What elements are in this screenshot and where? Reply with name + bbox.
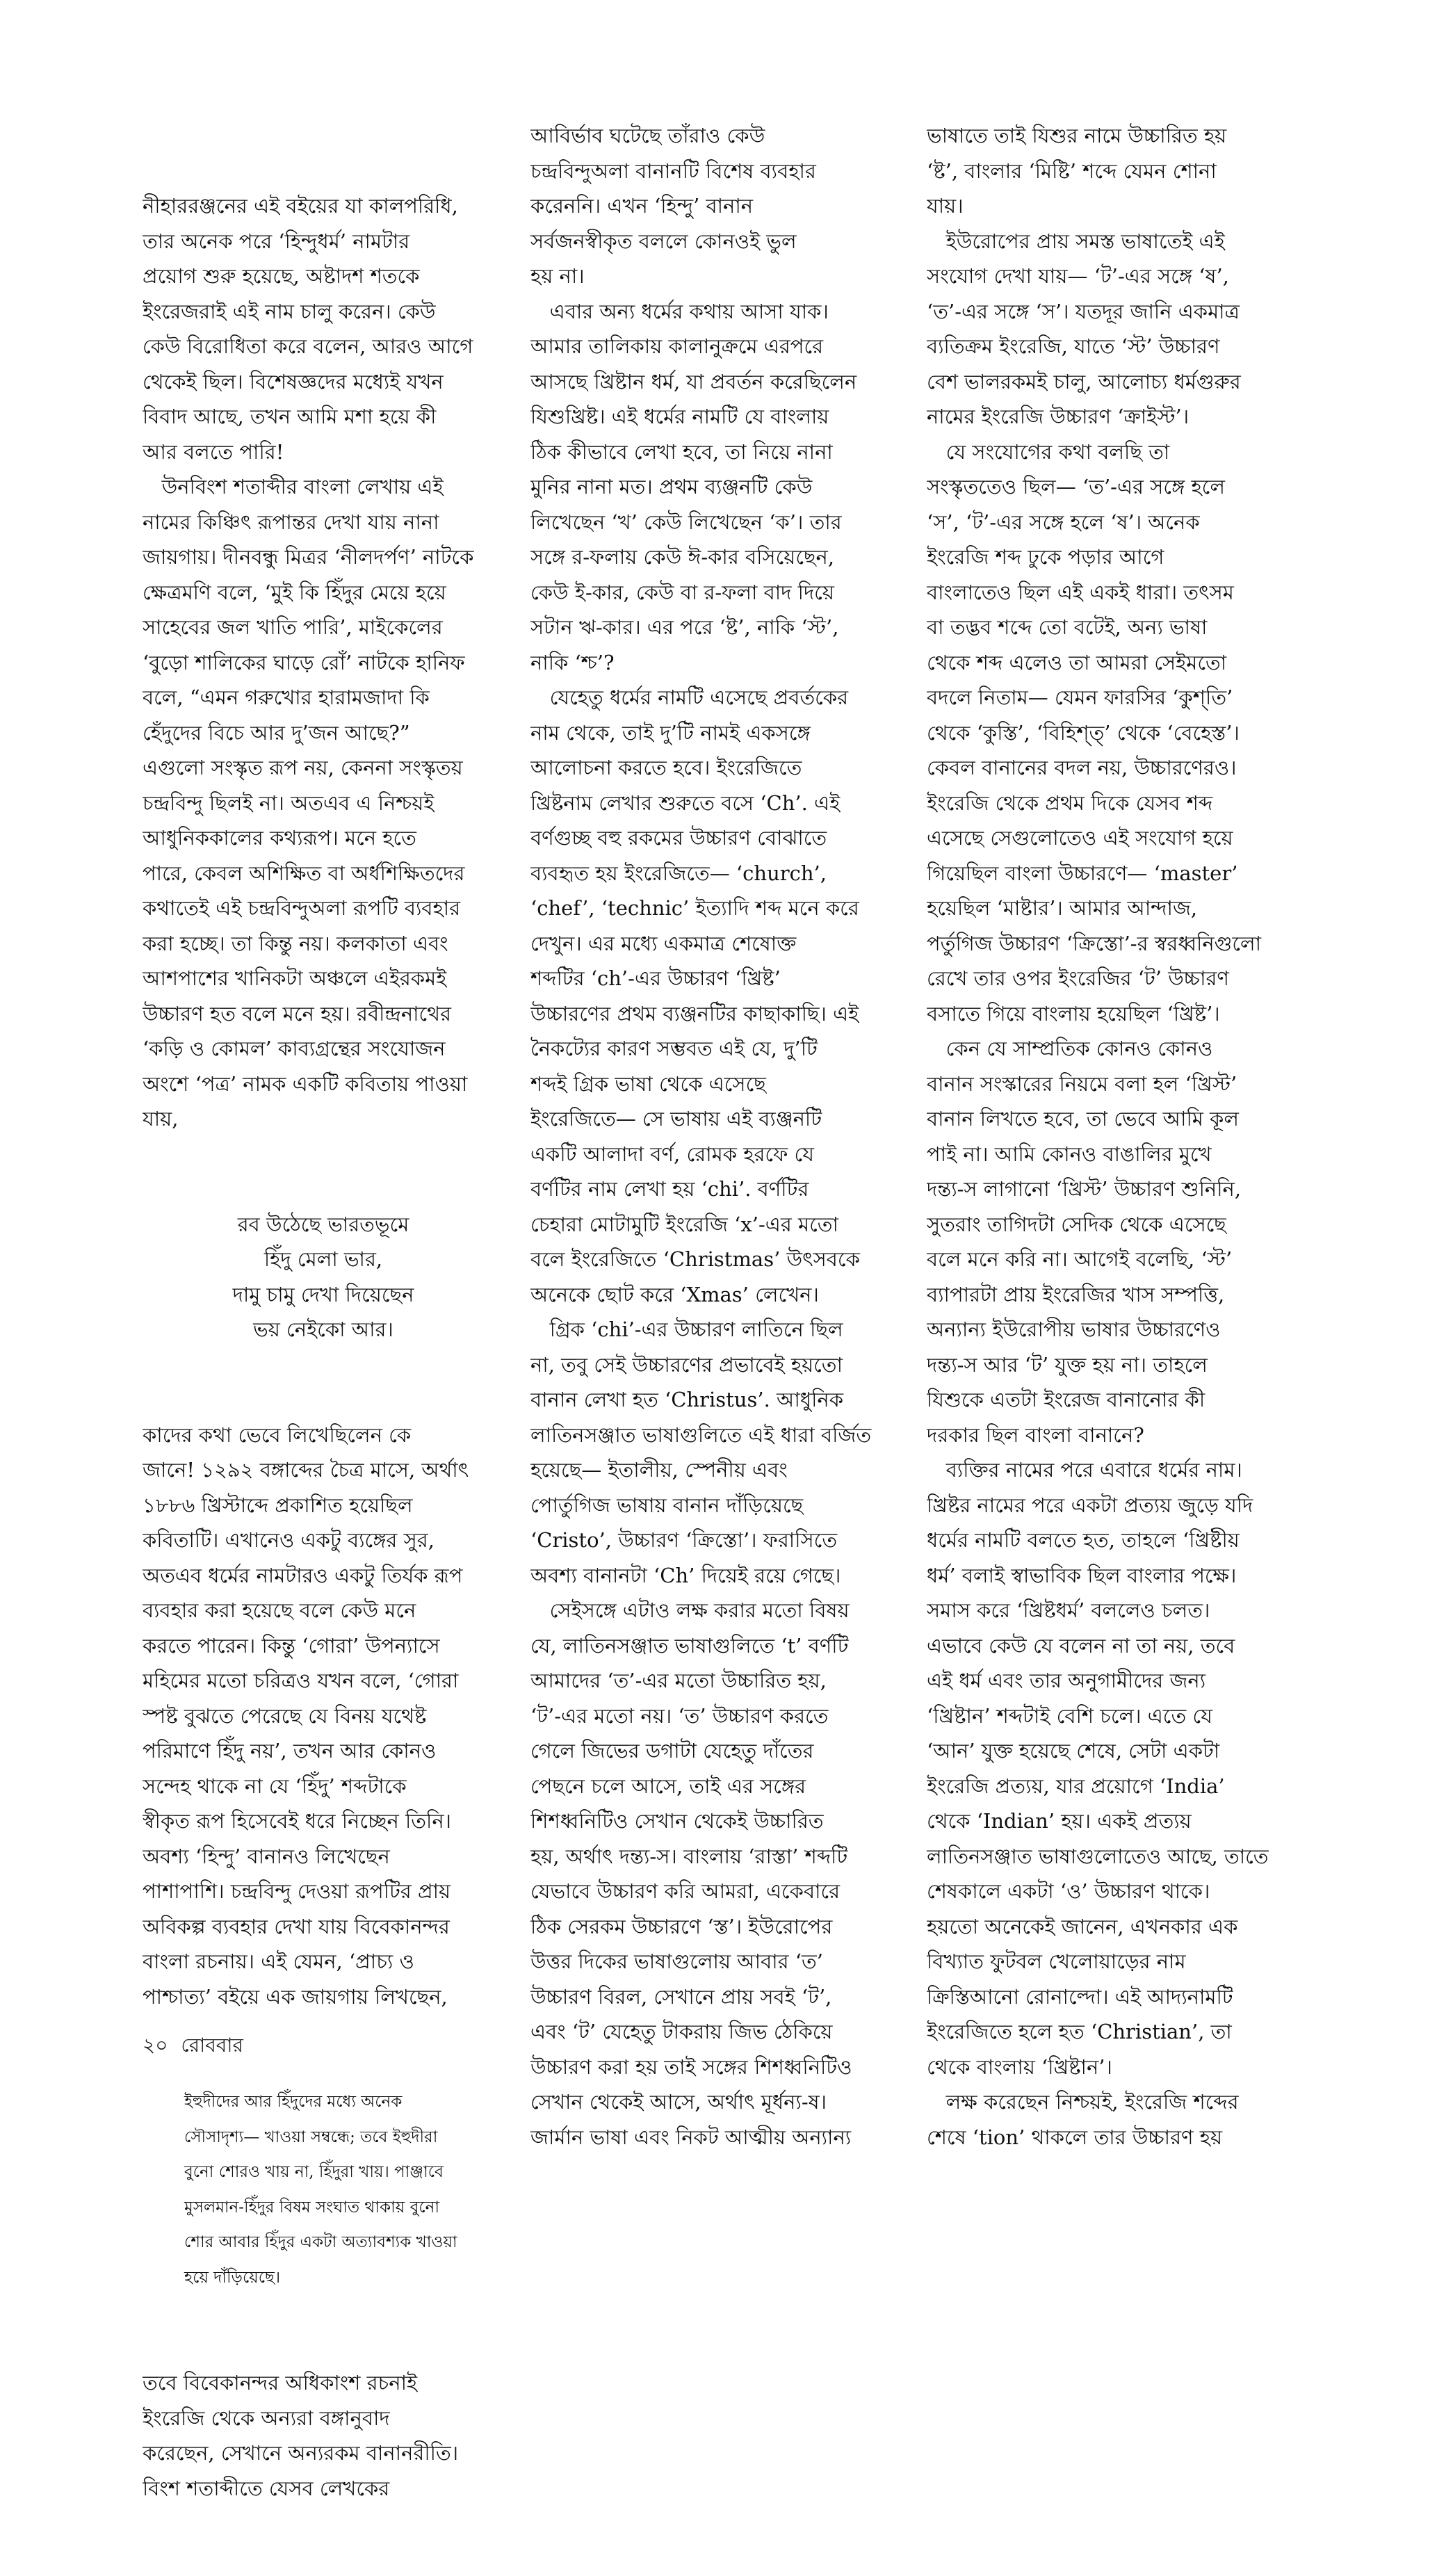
quote-line: শোর আবার হিঁদুর একটা অত্যাবশ্যক খাওয়া	[184, 2233, 457, 2251]
quote-line: সৌসাদৃশ্য— খাওয়া সম্বন্ধে; তবে ইহুদীরা	[184, 2128, 438, 2146]
text-line: চেহারা মোটামুটি ইংরেজি ‘x’-এর মতো	[530, 1212, 838, 1236]
text-line: একটি আলাদা বর্ণ, রোমক হরফে যে	[530, 1142, 814, 1166]
text-line: খ্রিষ্টর নামের পরে একটা প্রত্যয় জুড়ে যদি	[927, 1493, 1253, 1517]
block-quote	[143, 2084, 546, 2295]
text-line: সর্বজনস্বীকৃত বললে কোনওই ভুল	[530, 229, 797, 253]
text-line: শিশধ্বনিটিও সেখান থেকেই উচ্চারিত	[530, 1809, 824, 1833]
text-line: নামের ইংরেজি উচ্চারণ ‘ক্রাইস্ট’।	[927, 405, 1190, 428]
text-line: পোর্তুগিজ ভাষায় বানান দাঁড়িয়েছে	[530, 1493, 804, 1517]
text-line: লক্ষ করেছেন নিশ্চয়ই, ইংরেজি শব্দের	[927, 2090, 1239, 2114]
text-line: ইংরেজিতে হলে হত ‘Christian’, তা	[927, 2020, 1232, 2043]
text-line: জার্মান ভাষা এবং নিকট আত্মীয় অন্যান্য	[530, 2125, 852, 2149]
text-line: উচ্চারণ করা হয় তাই সঙ্গের শিশধ্বনিটিও	[530, 2055, 852, 2079]
text-line: ব্যক্তির নামের পরে এবারে ধর্মের নাম।	[927, 1458, 1242, 1482]
text-line: কেবল বানানের বদল নয়, উচ্চারণেরও।	[927, 756, 1237, 779]
text-line: শব্দটির ‘ch’-এর উচ্চারণ ‘খ্রিষ্ট’	[530, 966, 781, 990]
text-line: শেষে ‘tion’ থাকলে তার উচ্চারণ হয়	[927, 2125, 1223, 2149]
text-line: পাই না। আমি কোনও বাঙালির মুখে	[927, 1142, 1212, 1166]
verse-line: দামু চামু দেখা দিয়েছেন	[232, 1282, 414, 1306]
text-line: করা হচ্ছে। তা কিন্তু নয়। কলকাতা এবং	[143, 931, 448, 955]
text-line: বলে মনে করি না। আগেই বলেছি, ‘স্ট’	[927, 1247, 1233, 1271]
text-line: দেখুন। এর মধ্যে একমাত্র শেষোক্ত	[530, 931, 797, 955]
text-line: বলে, “এমন গরুখোর হারামজাদা কি	[143, 686, 430, 709]
text-column-2	[530, 118, 934, 2155]
text-line: আবির্ভাব ঘটেছে তাঁরাও কেউ	[530, 124, 765, 147]
text-line: আমার তালিকায় কালানুক্রমে এরপরে	[530, 334, 824, 358]
text-line: অংশে ‘পত্র’ নামক একটি কবিতায় পাওয়া	[143, 1071, 468, 1096]
text-line: হয়তো অনেকেই জানেন, এখনকার এক	[927, 1914, 1238, 1938]
text-line: আসছে খ্রিষ্টান ধর্ম, যা প্রবর্তন করেছিলেন	[530, 369, 857, 394]
text-line: অনেকে ছোট করে ‘Xmas’ লেখেন।	[530, 1282, 819, 1306]
text-line: প্রয়োগ শুরু হয়েছে, অষ্টাদশ শতকে	[143, 264, 420, 288]
text-line: সংযোগ দেখা যায়— ‘ট’-এর সঙ্গে ‘ষ’,	[927, 264, 1229, 288]
text-line: ‘খ্রিষ্টান’ শব্দটাই বেশি চলে। এতে যে	[927, 1703, 1212, 1728]
text-line: বিবাদ আছে, তখন আমি মশা হয়ে কী	[143, 405, 437, 428]
text-line: অবশ্য বানানটা ‘Ch’ দিয়েই রয়ে গেছে।	[530, 1563, 841, 1587]
text-line: পর্তুগিজ উচ্চারণ ‘ক্রিস্তো’-র স্বরধ্বনিগুলো	[927, 931, 1262, 955]
text-line: না, তবু সেই উচ্চারণের প্রভাবেই হয়তো	[530, 1352, 843, 1377]
text-line: লিখেছেন ‘খ’ কেউ লিখেছেন ‘ক’। তার	[530, 510, 842, 534]
text-line: তবে বিবেকানন্দর অধিকাংশ রচনাই	[143, 2371, 418, 2395]
verse-line: হিঁদু মেলা ভার,	[263, 1247, 383, 1271]
text-line: ক্ষেত্রমণি বলে, ‘মুই কি হিঁদুর মেয়ে হয়ে	[143, 580, 446, 604]
text-line: এসেছে সেগুলোতেও এই সংযোগ হয়ে	[927, 826, 1233, 850]
text-line: ভাষাতে তাই যিশুর নামে উচ্চারিত হয়	[927, 124, 1227, 147]
text-line: পারে, কেবল অশিক্ষিত বা অর্ধশিক্ষিতদের	[143, 861, 465, 885]
text-line: সাহেবের জল খাতি পারি’, মাইকেলের	[143, 615, 443, 639]
text-line: আশপাশের খানিকটা অঞ্চলে এইরকমই	[143, 966, 447, 990]
text-line: বিংশ শতাব্দীতে যেসব লেখকের	[143, 2476, 390, 2500]
text-line: ইংরেজিতে— সে ভাষায় এই ব্যঞ্জনটি	[530, 1107, 822, 1131]
text-line: এগুলো সংস্কৃত রূপ নয়, কেননা সংস্কৃতয়	[143, 756, 463, 779]
text-line: এই ধর্ম এবং তার অনুগামীদের জন্য	[927, 1669, 1206, 1692]
text-line: এভাবে কেউ যে বলেন না তা নয়, তবে	[927, 1633, 1235, 1658]
text-line: ক্রিস্তিআনো রোনাল্দো। এই আদ্যনামটি	[927, 1984, 1233, 2009]
text-line: ঠিক কীভাবে লেখা হবে, তা নিয়ে নানা	[530, 439, 833, 464]
text-line: ‘বুড়ো শালিকের ঘাড়ে রোঁ’ নাটকে হানিফ	[143, 650, 465, 674]
text-line: নামের কিঞ্চিৎ রূপান্তর দেখা যায় নানা	[143, 510, 439, 534]
text-line: পেছনে চলে আসে, তাই এর সঙ্গের	[530, 1774, 806, 1798]
text-line: বাংলা রচনায়। এই যেমন, ‘প্রাচ্য ও	[143, 1950, 414, 1973]
text-line: ‘Cristo’, উচ্চারণ ‘ক্রিস্তো’। ফরাসিতে	[530, 1528, 838, 1552]
text-line: অবিকল্প ব্যবহার দেখা যায় বিবেকানন্দর	[143, 1914, 450, 1938]
text-line: ধর্ম’ বলাই স্বাভাবিক ছিল বাংলার পক্ষে।	[927, 1563, 1237, 1587]
text-line: পাশ্চাত্য’ বইয়ে এক জায়গায় লিখছেন,	[143, 1984, 448, 2009]
text-line: বানান লেখা হত ‘Christus’. আধুনিক	[530, 1388, 844, 1411]
text-line: যায়,	[143, 1107, 179, 1131]
text-line: ‘chef’, ‘technic’ ইত্যাদি শব্দ মনে করে	[530, 896, 859, 920]
text-line: বাংলাতেও ছিল এই একই ধারা। তৎসম	[927, 580, 1234, 604]
text-line: আলোচনা করতে হবে। ইংরেজিতে	[530, 756, 802, 779]
text-line: বদলে নিতাম— যেমন ফারসির ‘কুশ্‌তি’	[927, 686, 1233, 709]
text-line: শেষকালে একটা ‘ও’ উচ্চারণ থাকে।	[927, 1879, 1210, 1903]
text-line: ‘ষ্ট’, বাংলার ‘মিষ্টি’ শব্দে যেমন শোনা	[927, 159, 1217, 183]
text-line: বা তদ্ভব শব্দে তো বটেই, অন্য ভাষা	[927, 615, 1208, 639]
text-line: নাকি ‘শ্চ’?	[530, 650, 615, 674]
text-line: জানে! ১২৯২ বঙ্গাব্দের চৈত্র মাসে, অর্থাৎ	[143, 1458, 469, 1482]
text-line: বানান সংস্কারের নিয়মে বলা হল ‘খ্রিস্ট’	[927, 1071, 1237, 1096]
text-line: দরকার ছিল বাংলা বানানে?	[927, 1423, 1144, 1447]
verse-line: রব উঠেছে ভারতভূমে	[237, 1212, 409, 1236]
text-line: শব্দই গ্রিক ভাষা থেকে এসেছে	[530, 1071, 766, 1096]
text-line: চন্দ্রবিন্দু ছিলই না। অতএব এ নিশ্চয়ই	[143, 791, 435, 815]
text-line: থেকে ‘Indian’ হয়। একই প্রত্যয়	[927, 1809, 1192, 1833]
text-line: হেঁদুদের বিচে আর দু’জন আছে?”	[143, 720, 410, 745]
quote-line: হয়ে দাঁড়িয়েছে।	[184, 2268, 281, 2287]
text-line: থেকে শব্দ এলেও তা আমরা সেইমতো	[927, 650, 1227, 674]
text-line: ইংরেজি প্রত্যয়, যার প্রয়োগে ‘India’	[927, 1774, 1225, 1798]
text-line: এবং ‘ট’ যেহেতু টাকরায় জিভ ঠেকিয়ে	[530, 2020, 833, 2043]
text-line: কেউ বিরোধিতা করে বলেন, আরও আগে	[143, 334, 473, 358]
text-line: হয়েছিল ‘মাষ্টার’। আমার আন্দাজ,	[927, 896, 1198, 920]
text-line: ধর্মের নামটি বলতে হত, তাহলে ‘খ্রিষ্টীয়	[927, 1528, 1240, 1552]
text-line: বলে ইংরেজিতে ‘Christmas’ উৎসবকে	[530, 1247, 860, 1271]
text-line: যেহেতু ধর্মের নামটি এসেছে প্রবর্তকের	[530, 686, 849, 709]
text-line: ব্যবহৃত হয় ইংরেজিতে— ‘church’,	[530, 861, 827, 885]
text-line: কবিতাটি। এখানেও একটু ব্যঙ্গের সুর,	[143, 1528, 435, 1552]
text-line: ইংরেজি থেকে প্রথম দিকে যেসব শব্দ	[927, 791, 1213, 815]
text-line: পাশাপাশি। চন্দ্রবিন্দু দেওয়া রূপটির প্রায়	[143, 1879, 451, 1903]
verse-block	[143, 1207, 546, 1347]
text-line: স্বীকৃত রূপ হিসেবেই ধরে নিচ্ছেন তিনি।	[143, 1809, 452, 1833]
text-line: যিশুকে এতটা ইংরেজ বানানোর কী	[927, 1388, 1205, 1411]
text-line: দন্ত্য-স আর ‘ট’ যুক্ত হয় না। তাহলে	[927, 1352, 1208, 1377]
text-line: পরিমাণে হিঁদু নয়’, তখন আর কোনও	[143, 1739, 437, 1763]
text-line: দন্ত্য-স লাগানো ‘খ্রিস্ট’ উচ্চারণ শুনিনি,	[927, 1177, 1242, 1201]
text-line: সেইসঙ্গে এটাও লক্ষ করার মতো বিষয়	[530, 1598, 850, 1622]
text-line: থেকে বাংলায় ‘খ্রিষ্টান’।	[927, 2055, 1112, 2079]
text-line: লাতিনসঞ্জাত ভাষাগুলোতেও আছে, তাতে	[927, 1844, 1269, 1868]
text-column-3	[927, 118, 1330, 2155]
text-line: করেননি। এখন ‘হিন্দু’ বানান	[530, 194, 754, 218]
text-line: সংস্কৃততেও ছিল— ‘ত’-এর সঙ্গে হলে	[927, 475, 1225, 499]
text-line: সন্দেহ থাকে না যে ‘হিঁদু’ শব্দটাকে	[143, 1774, 407, 1798]
text-line: ‘ট’-এর মতো নয়। ‘ত’ উচ্চারণ করতে	[530, 1703, 829, 1728]
text-line: রেখে তার ওপর ইংরেজির ‘ট’ উচ্চারণ	[927, 966, 1229, 990]
text-line: অবশ্য ‘হিন্দু’ বানানও লিখেছেন	[143, 1844, 390, 1868]
text-line: বর্ণগুচ্ছ বহু রকমের উচ্চারণ বোঝাতে	[530, 826, 827, 850]
text-line: মহিমের মতো চরিত্রও যখন বলে, ‘গোরা	[143, 1669, 459, 1692]
text-line: হয়, অর্থাৎ দন্ত্য-স। বাংলায় ‘রাস্তা’ শব্দটি	[530, 1844, 848, 1868]
text-line: উনবিংশ শতাব্দীর বাংলা লেখায় এই	[143, 475, 444, 499]
text-line: নৈকট্যের কারণ সম্ভবত এই যে, দু’টি	[530, 1037, 818, 1060]
text-line: থেকে ‘কুস্তি’, ‘বিহিশ্‌ত্‌’ থেকে ‘বেহেস্ত’।	[927, 720, 1240, 745]
text-line: করেছেন, সেখানে অন্যরকম বানানরীতি।	[143, 2441, 459, 2465]
text-line: চন্দ্রবিন্দুঅলা বানানটি বিশেষ ব্যবহার	[530, 159, 816, 183]
text-column-1	[143, 118, 546, 2576]
text-line: উচ্চারণ বিরল, সেখানে প্রায় সবই ‘ট’,	[530, 1984, 832, 2009]
text-line: কাদের কথা ভেবে লিখেছিলেন কে	[143, 1423, 412, 1447]
text-line: গ্রিক ‘chi’-এর উচ্চারণ লাতিনে ছিল	[530, 1318, 843, 1341]
text-line: বানান লিখতে হবে, তা ভেবে আমি কূল	[927, 1107, 1239, 1131]
text-line: ১৮৮৬ খ্রিস্টাব্দে প্রকাশিত হয়েছিল	[143, 1493, 413, 1517]
text-line: হয়েছে— ইতালীয়, স্পেনীয় এবং	[530, 1458, 788, 1482]
column-1-paragraphs-end	[143, 2365, 546, 2506]
text-line: ইংরেজি শব্দ ঢুকে পড়ার আগে	[927, 545, 1164, 569]
text-line: থেকেই ছিল। বিশেষজ্ঞদের মধ্যেই যখন	[143, 369, 444, 394]
column-1-paragraphs	[143, 188, 546, 1137]
text-line: বসাতে গিয়ে বাংলায় হয়েছিল ‘খ্রিষ্ট’।	[927, 1001, 1220, 1026]
text-line: কথাতেই এই চন্দ্রবিন্দুঅলা রূপটি ব্যবহার	[143, 896, 461, 920]
text-line: আধুনিককালের কথ্যরূপ। মনে হতে	[143, 826, 416, 850]
text-line: উচ্চারণ হত বলে মনে হয়। রবীন্দ্রনাথের	[143, 1001, 451, 1026]
text-line: ‘আন’ যুক্ত হয়েছে শেষে, সেটা একটা	[927, 1739, 1220, 1763]
text-line: ব্যাপারটা প্রায় ইংরেজির খাস সম্পত্তি,	[927, 1282, 1225, 1306]
text-line: নাম থেকে, তাই দু’টি নামই একসঙ্গে	[530, 720, 811, 745]
text-line: ইংরেজি থেকে অন্যরা বঙ্গানুবাদ	[143, 2406, 390, 2430]
text-line: যে সংযোগের কথা বলছি তা	[927, 439, 1170, 464]
text-line: বর্ণটির নাম লেখা হয় ‘chi’. বর্ণটির	[530, 1177, 809, 1201]
text-line: খ্রিষ্টনাম লেখার শুরুতে বসে ‘Ch’. এই	[530, 791, 841, 815]
magazine-name: রোববার	[181, 2034, 243, 2057]
page-footer	[143, 2030, 250, 2063]
text-line: যেভাবে উচ্চারণ করি আমরা, একেবারে	[530, 1879, 841, 1903]
text-line: ‘কড়ি ও কোমল’ কাব্যগ্রন্থের সংযোজন	[143, 1037, 446, 1060]
text-line: অতএব ধর্মের নামটারও একটু তির্যক রূপ	[143, 1563, 463, 1587]
text-line: মুনির নানা মত। প্রথম ব্যঞ্জনটি কেউ	[530, 475, 813, 499]
column-1-paragraphs-continued	[143, 1418, 546, 2015]
text-line: সেখান থেকেই আসে, অর্থাৎ মূর্ধন্য-ষ।	[530, 2090, 827, 2114]
text-line: অন্যান্য ইউরোপীয় ভাষার উচ্চারণেও	[927, 1318, 1221, 1341]
text-line: ‘স’, ‘ট’-এর সঙ্গে হলে ‘ষ’। অনেক	[927, 510, 1200, 534]
text-line: উচ্চারণের প্রথম ব্যঞ্জনটির কাছাকাছি। এই	[530, 1001, 859, 1026]
text-line: জায়গায়। দীনবন্ধু মিত্রর ‘নীলদর্পণ’ নাটকে	[143, 545, 474, 569]
text-line: যে, লাতিনসঞ্জাত ভাষাগুলিতে ‘t’ বর্ণটি	[530, 1633, 849, 1658]
text-line: ইংরেজরাই এই নাম চালু করেন। কেউ	[143, 299, 436, 323]
text-line: নীহাররঞ্জনের এই বইয়ের যা কালপরিধি,	[143, 194, 458, 218]
text-line: ‘ত’-এর সঙ্গে ‘স’। যতদূর জানি একমাত্র	[927, 299, 1240, 323]
text-line: তার অনেক পরে ‘হিন্দুধর্ম’ নামটার	[143, 229, 410, 253]
text-line: কেউ ই-কার, কেউ বা র-ফলা বাদ দিয়ে	[530, 580, 834, 604]
text-line: হয় না।	[530, 264, 585, 288]
text-line: যিশুখ্রিষ্ট। এই ধর্মের নামটি যে বাংলায়	[530, 405, 829, 428]
quote-line: ইহুদীদের আর হিঁদুদের মধ্যে অনেক	[184, 2093, 403, 2111]
verse-line: ভয় নেইকো আর।	[253, 1318, 393, 1341]
text-line: সমাস করে ‘খ্রিষ্টধর্ম’ বললেও চলত।	[927, 1598, 1210, 1622]
text-line: ইউরোপের প্রায় সমস্ত ভাষাতেই এই	[927, 229, 1225, 253]
text-line: ব্যতিক্রম ইংরেজি, যাতে ‘স্ট’ উচ্চারণ	[927, 334, 1220, 358]
text-line: উত্তর দিকের ভাষাগুলোয় আবার ‘ত’	[530, 1950, 823, 1973]
text-line: আমাদের ‘ত’-এর মতো উচ্চারিত হয়,	[530, 1669, 827, 1692]
text-line: সুতরাং তাগিদটা সেদিক থেকে এসেছে	[927, 1212, 1226, 1236]
text-line: গিয়েছিল বাংলা উচ্চারণে— ‘master’	[927, 861, 1238, 885]
text-line: বিখ্যাত ফুটবল খেলোয়াড়ের নাম	[927, 1950, 1186, 1973]
text-line: ব্যবহার করা হয়েছে বলে কেউ মনে	[143, 1598, 416, 1622]
text-line: বেশ ভালরকমই চালু, আলোচ্য ধর্মগুরুর	[927, 369, 1241, 394]
text-line: স্পষ্ট বুঝতে পেরেছে যে বিনয় যথেষ্ট	[143, 1703, 427, 1728]
page-number: ২০	[143, 2034, 168, 2057]
text-line: কেন যে সাম্প্রতিক কোনও কোনও	[927, 1037, 1213, 1060]
text-line: লাতিনসঞ্জাত ভাষাগুলিতে এই ধারা বর্জিত	[530, 1423, 872, 1447]
text-line: ঠিক সেরকম উচ্চারণে ‘স্ত’। ইউরোপের	[530, 1914, 833, 1938]
text-line: আর বলতে পারি!	[143, 439, 284, 464]
text-line: করতে পারেন। কিন্তু ‘গোরা’ উপন্যাসে	[143, 1633, 440, 1658]
quote-line: মুসলমান-হিঁদুর বিষম সংঘাত থাকায় বুনো	[184, 2198, 440, 2217]
text-line: সটান ঋ-কার। এর পরে ‘ষ্ট’, নাকি ‘স্ট’,	[530, 615, 839, 639]
quote-line: বুনো শোরও খায় না, হিঁদুরা খায়। পাঞ্জাবে	[184, 2163, 444, 2181]
text-line: এবার অন্য ধর্মের কথায় আসা যাক।	[530, 299, 829, 323]
text-line: যায়।	[927, 194, 964, 218]
text-line: গেলে জিভের ডগাটা যেহেতু দাঁতের	[530, 1739, 814, 1763]
text-line: সঙ্গে র-ফলায় কেউ ঈ-কার বসিয়েছেন,	[530, 545, 835, 569]
